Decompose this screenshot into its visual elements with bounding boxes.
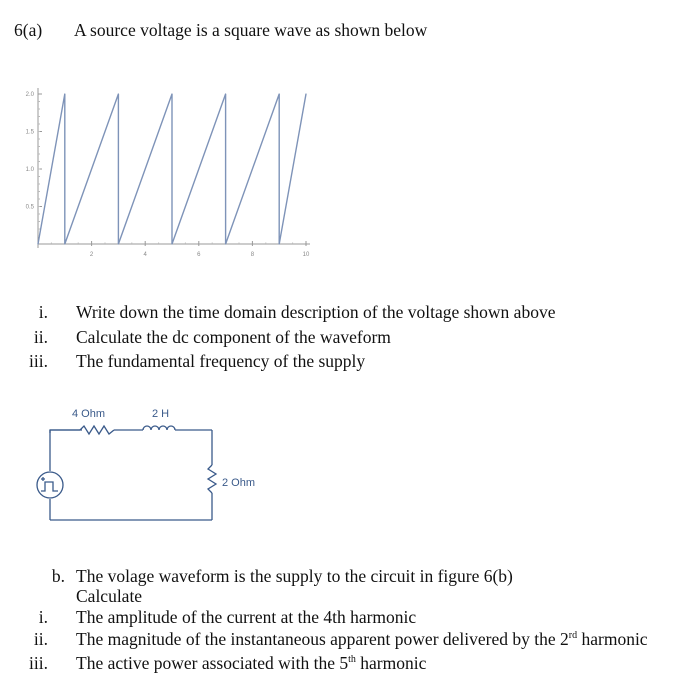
series-point xyxy=(64,93,65,94)
part-a-item-2: Calculate the dc component of the waveform xyxy=(76,327,391,347)
x-tick-label: 8 xyxy=(250,252,255,258)
part-b-item-3-pre: The active power associated with the 5 xyxy=(76,653,349,673)
part-b-item-3-sup: th xyxy=(348,654,356,666)
question-intro: A source voltage is a square wave as shown below xyxy=(74,20,428,40)
part-b-line2: Calculate xyxy=(76,586,143,606)
series-point xyxy=(118,93,119,94)
chart-series xyxy=(37,93,306,244)
part-b-item-3-post: harmonic xyxy=(355,653,427,673)
y-tick-label: 1.5 xyxy=(25,129,34,136)
y-tick-label: 0.5 xyxy=(25,204,34,211)
question-number: 6(a) xyxy=(14,20,43,40)
x-tick-label: 10 xyxy=(302,252,310,258)
source-square-symbol xyxy=(41,482,58,491)
part-b-line1: The volage waveform is the supply to the circuit in figure 6(b) xyxy=(76,566,513,586)
part-b-item-2-post: harmonic xyxy=(577,629,648,649)
source-circle xyxy=(37,472,63,498)
y-tick-label: 1.0 xyxy=(25,167,34,173)
r1-label: 4 Ohm xyxy=(72,408,106,420)
part-a-num-3: iii. xyxy=(29,351,48,371)
part-b-letter: b. xyxy=(51,566,65,586)
series-point xyxy=(118,243,119,244)
part-a-item-1: Write down the time domain description of the voltage shown above xyxy=(76,302,556,322)
part-b-item-2-sup: rd xyxy=(568,630,578,642)
part-b-num-1: i. xyxy=(38,607,48,627)
inductor-2h xyxy=(143,426,175,430)
waveform-chart xyxy=(0,70,340,270)
l-label: 2 H xyxy=(152,408,170,420)
part-b-item-2 xyxy=(76,629,648,650)
resistor-4ohm xyxy=(80,426,114,434)
series-point xyxy=(225,93,226,94)
series-point xyxy=(225,243,226,244)
part-b-num-2: ii. xyxy=(33,629,48,649)
series-point xyxy=(37,243,38,244)
x-tick-label: 6 xyxy=(197,252,201,258)
part-b-item-1: The amplitude of the current at the 4th harmonic xyxy=(76,607,417,627)
series-point xyxy=(64,243,65,244)
y-tick-label: 2.0 xyxy=(25,92,34,98)
series-point xyxy=(171,93,172,94)
x-tick-label: 4 xyxy=(143,252,147,258)
series-point xyxy=(279,243,280,244)
r2-label: 2 Ohm xyxy=(222,477,256,489)
series-point xyxy=(305,93,306,94)
resistor-2ohm xyxy=(208,465,216,493)
part-b-item-2-pre: The magnitude of the instantaneous apparent power delivered by the 2 xyxy=(76,629,569,649)
chart-axes xyxy=(38,88,310,248)
part-a-num-1: i. xyxy=(38,302,48,322)
part-a-item-3: The fundamental frequency of the supply xyxy=(76,351,366,371)
circuit-diagram xyxy=(0,395,300,530)
series-point xyxy=(279,93,280,94)
part-b-num-3: iii. xyxy=(29,653,48,673)
part-a-num-2: ii. xyxy=(33,327,48,347)
x-tick-label: 2 xyxy=(89,252,94,258)
series-point xyxy=(171,243,172,244)
part-b-item-3 xyxy=(76,653,426,674)
series-line xyxy=(38,94,306,244)
